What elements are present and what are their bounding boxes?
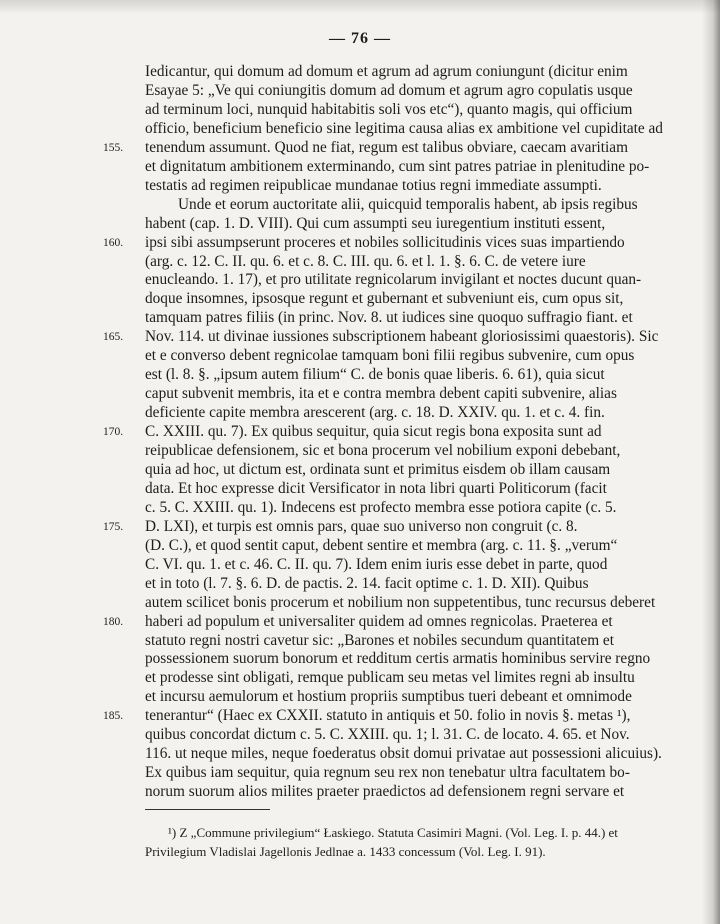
text-line: tenerantur“ (Haec ex CXXII. statuto in antiquis et 50. folio in novis §. metas ¹),	[145, 707, 631, 724]
text-line: officio, beneficium beneficio sine legitima causa alias ex ambitione vel cupiditate ad	[145, 120, 663, 137]
text-line: doque insomnes, ipsosque regunt et gubernant et subveniunt eis, cum opus sit,	[145, 290, 624, 307]
page-top-shadow	[0, 0, 720, 14]
line-number: 170.	[103, 426, 124, 438]
text-line: quibus concordat dictum c. 5. C. XXIII. qu. 1; l. 31. C. de locato. 4. 65. et Nov.	[145, 726, 630, 743]
page-number: — 76 —	[329, 30, 391, 47]
text-line: Nov. 114. ut divinae iussiones subscriptionem habeant gloriosissimi quaestoris). Sic	[145, 328, 659, 345]
text-line: Ex quibus iam sequitur, quia regnum seu rex non tenebatur ultra facultatem bo-	[145, 764, 630, 781]
line-number: 185.	[103, 710, 124, 722]
text-line: et dignitatum ambitionem exterminando, cum sint patres patriae in plenitudine po-	[145, 158, 650, 175]
page-edge-shadow	[702, 0, 720, 924]
text-line: possessionem suorum bonorum et redditum certis armatis hominibus servire regno	[145, 650, 651, 667]
text-line: autem scilicet bonis procerum et nobilium non suppetentibus, tunc recursus deberet	[145, 594, 656, 611]
text-line: (arg. c. 12. C. II. qu. 6. et c. 8. C. III. qu. 6. et l. 1. §. 6. C. de vetere iure	[145, 253, 586, 270]
text-line: et e converso debent regnicolae tamquam boni filii regibus subvenire, cum opus	[145, 347, 635, 364]
footnote-rule	[145, 809, 270, 810]
text-line: data. Et hoc expresse dicit Versificator in nota libri quarti Politicorum (facit	[145, 480, 607, 497]
text-line: tenendum assumunt. Quod ne fiat, regum est talibus obviare, caecam avaritiam	[145, 139, 628, 156]
text-line: est (l. 8. §. „ipsum autem filium“ C. de bonis quae liberis. 6. 61), quia sicut	[145, 366, 605, 383]
text-line: et prodesse sint obligati, remque publicam seu metas vel limites regni ab insultu	[145, 669, 635, 686]
text-line: testatis ad regimen reipublicae mundanae totius regni immediate assumpti.	[145, 177, 602, 194]
text-line: quia ad hoc, ut dictum est, ordinata sunt et primitus eisdem ob illam causam	[145, 461, 611, 478]
text-line: habent (cap. 1. D. VIII). Qui cum assumpti seu iuregentium instituti essent,	[145, 215, 606, 232]
text-line: C. VI. qu. 1. et c. 46. C. II. qu. 7). Idem enim iuris esse debet in parte, quod	[145, 556, 608, 573]
text-line: Iedicantur, qui domum ad domum et agrum ad agrum coniungunt (dicitur enim	[145, 63, 628, 80]
text-line: 116. ut neque miles, neque foederatus obsit domui privatae aut possessioni alicuius).	[145, 745, 662, 762]
text-line: enucleando. 1. 17), et pro utilitate regnicolarum invigilant et noctes ducunt quan-	[145, 271, 642, 288]
text-line: haberi ad populum et universaliter quidem ad omnes regnicolas. Praeterea et	[145, 613, 613, 630]
line-number: 165.	[103, 331, 124, 343]
footnote-line: ¹) Z „Commune privilegium“ Łaskiego. Statuta Casimiri Magni. (Vol. Leg. I. p. 44.) et	[168, 825, 618, 840]
text-line: Unde et eorum auctoritate alii, quicquid temporalis habent, ab ipsis regibus	[178, 196, 638, 213]
text-line: ipsi sibi assumpserunt proceres et nobiles sollicitudinis vices suas impartiendo	[145, 234, 625, 251]
text-line: ad terminum loci, nunquid habitabitis soli vos etc“), quanto magis, qui officium	[145, 101, 633, 118]
text-line: C. XXIII. qu. 7). Ex quibus sequitur, quia sicut regis bona exposita sunt ad	[145, 423, 602, 440]
text-line: tamquam patres filiis (in princ. Nov. 8. ut iudices sine quoquo suffragio fiant. et	[145, 309, 633, 326]
line-number: 160.	[103, 237, 124, 249]
footnote-line: Privilegium Vladislai Jagellonis Jedlnae a. 1433 concessum (Vol. Leg. I. 91).	[145, 844, 546, 859]
line-number: 155.	[103, 142, 124, 154]
text-line: et in toto (l. 7. §. 6. D. de pactis. 2. 14. facit optime c. 1. D. XII). Quibus	[145, 575, 589, 592]
line-number: 180.	[103, 616, 124, 628]
text-line: Esayae 5: „Ve qui coniungitis domum ad domum et agrum agro copulatis usque	[145, 82, 633, 99]
text-line: c. 5. C. XXIII. qu. 1). Indecens est profecto membra esse potiora capite (c. 5.	[145, 499, 617, 516]
text-line: deficiente capite membra arescerent (arg. c. 18. D. XXIV. qu. 1. et c. 4. fin.	[145, 404, 605, 421]
text-line: reipublicae defensionem, sic et bona procerum vel nobilium exponi debebant,	[145, 442, 621, 459]
text-line: D. LXI), et turpis est omnis pars, quae suo universo non congruit (c. 8.	[145, 518, 578, 535]
text-line: statuto regni nostri cavetur sic: „Barones et nobiles secundum quantitatem et	[145, 632, 614, 649]
text-line: caput subvenit membris, ita et e contra membra debent capiti subvenire, alias	[145, 385, 617, 402]
text-line: norum suorum alios milites praeter praedictos ad defensionem regni servare et	[145, 783, 625, 800]
text-line: et incursu aemulorum et hostium propriis sumptibus tueri debeant et omnimode	[145, 688, 632, 705]
text-line: (D. C.), et quod sentit caput, debent sentire et membra (arg. c. 11. §. „verum“	[145, 537, 618, 554]
line-number: 175.	[103, 521, 124, 533]
